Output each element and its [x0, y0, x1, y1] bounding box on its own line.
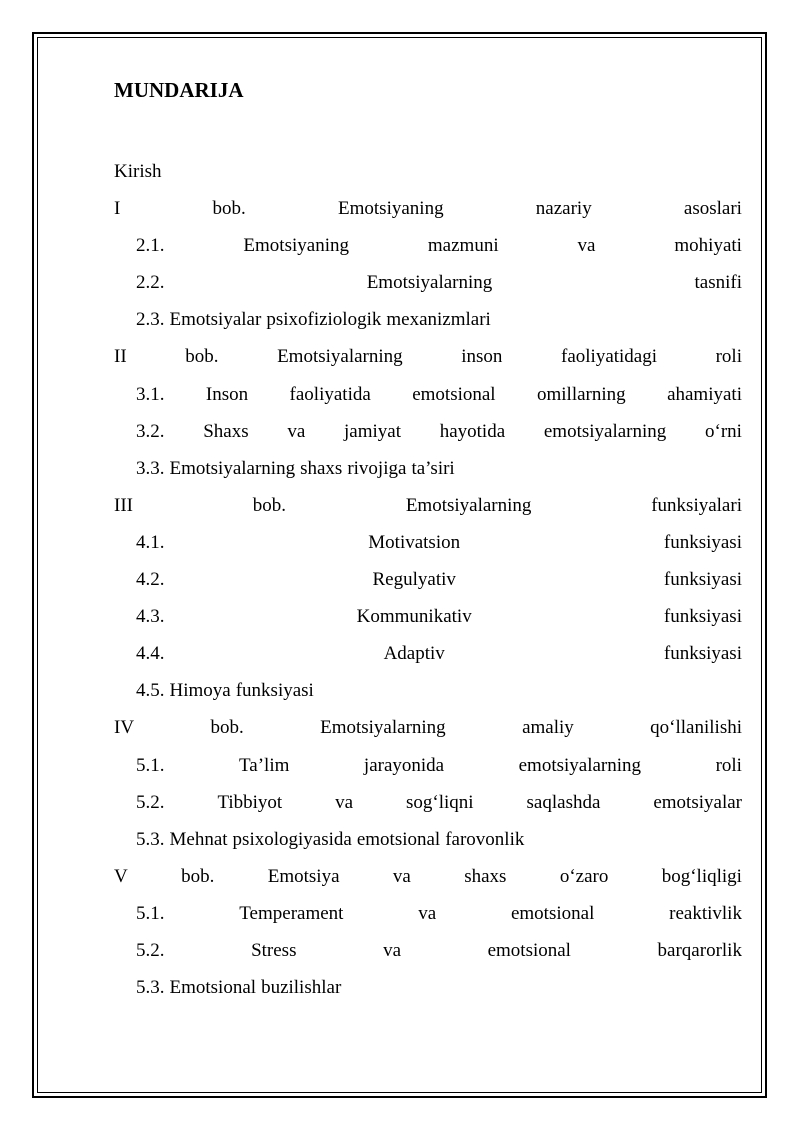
toc-subsection-entry — [114, 789, 742, 826]
toc-word: 3.2. — [136, 420, 165, 442]
toc-word: Regulyativ — [372, 569, 456, 591]
toc-word: bob. — [181, 865, 215, 887]
toc-word: jarayonida — [363, 754, 445, 776]
toc-subsection-entry — [114, 974, 742, 1011]
toc-word: shaxs — [300, 457, 343, 479]
toc-word: faoliyatidagi — [561, 346, 658, 368]
toc-word: 5.2. — [136, 939, 165, 961]
toc-word: Emotsiyalarning — [169, 457, 296, 479]
toc-word: Motivatsion — [368, 531, 461, 553]
toc-subsection-entry — [114, 900, 742, 937]
toc-word: buzilishlar — [261, 977, 342, 999]
toc-word: 5.3. — [136, 977, 165, 999]
toc-subsection-entry — [114, 677, 742, 714]
toc-word: Emotsiyalarning — [405, 494, 532, 516]
toc-word: Mehnat — [169, 828, 228, 850]
toc-subsection-entry — [114, 603, 742, 640]
toc-word: reaktivlik — [669, 902, 742, 924]
toc-word: qo‘llanilishi — [650, 717, 742, 739]
toc-word: funksiyasi — [663, 531, 742, 553]
toc-word: mexanizmlari — [386, 309, 491, 331]
toc-word: va — [335, 791, 354, 813]
toc-word: saqlashda — [526, 791, 601, 813]
toc-word: emotsional — [412, 383, 496, 405]
toc-word: Adaptiv — [383, 643, 445, 665]
toc-word: 5.2. — [136, 791, 165, 813]
toc-word: Emotsiyaning — [243, 235, 349, 257]
toc-word: Kommunikativ — [356, 606, 472, 628]
toc-word: bog‘liqligi — [661, 865, 742, 887]
toc-word: III — [114, 494, 133, 516]
toc-subsection-entry — [114, 455, 742, 492]
toc-word: funksiyasi — [663, 606, 742, 628]
toc-chapter-entry — [114, 714, 742, 751]
toc-subsection-entry — [114, 306, 742, 343]
toc-word: funksiyasi — [663, 569, 742, 591]
toc-word: bob. — [212, 198, 246, 220]
toc-word: psixofiziologik — [266, 309, 382, 331]
toc-word: psixologiyasida — [232, 828, 352, 850]
toc-word: nazariy — [535, 198, 592, 220]
toc-word: va — [418, 902, 437, 924]
toc-word: 4.4. — [136, 643, 165, 665]
toc-word: bob. — [210, 717, 244, 739]
toc-word: mazmuni — [427, 235, 499, 257]
toc-word: inson — [461, 346, 503, 368]
toc-subsection-entry — [114, 418, 742, 455]
toc-word: funksiyasi — [235, 680, 314, 702]
toc-word: Emotsiya — [267, 865, 340, 887]
toc-word: Stress — [251, 939, 297, 961]
toc-word: 5.1. — [136, 902, 165, 924]
toc-word: omillarning — [537, 383, 626, 405]
toc-word: faoliyatida — [289, 383, 371, 405]
toc-chapter-entry — [114, 158, 742, 195]
toc-word: farovonlik — [445, 828, 525, 850]
toc-word: bob. — [185, 346, 219, 368]
toc-chapter-entry — [114, 343, 742, 380]
toc-word: emotsional — [510, 902, 595, 924]
toc-word: emotsiyalar — [653, 791, 742, 813]
toc-word: hayotida — [439, 420, 506, 442]
toc-word: emotsiyalarning — [518, 754, 642, 776]
toc-word: 2.1. — [136, 235, 165, 257]
toc-word: V — [114, 865, 128, 887]
toc-word: Inson — [205, 383, 249, 405]
toc-word: emotsiyalarning — [543, 420, 667, 442]
table-of-contents — [114, 158, 742, 1011]
toc-word: ahamiyati — [667, 383, 742, 405]
toc-subsection-entry — [114, 232, 742, 269]
toc-word: Emotsional — [169, 977, 257, 999]
toc-word: 3.1. — [136, 383, 165, 405]
toc-subsection-entry — [114, 826, 742, 863]
toc-word: roli — [715, 346, 742, 368]
toc-word: I — [114, 198, 121, 220]
toc-word: Shaxs — [203, 420, 249, 442]
toc-subsection-entry — [114, 529, 742, 566]
toc-subsection-entry — [114, 640, 742, 677]
toc-word: barqarorlik — [657, 939, 742, 961]
toc-word: ta’siri — [411, 457, 455, 479]
toc-word: rivojiga — [347, 457, 407, 479]
toc-word: 4.3. — [136, 606, 165, 628]
toc-word: Himoya — [169, 680, 231, 702]
toc-subsection-entry — [114, 566, 742, 603]
toc-word: Emotsiyaning — [338, 198, 444, 220]
toc-word: Tibbiyot — [217, 791, 283, 813]
toc-word: 5.3. — [136, 828, 165, 850]
toc-subsection-entry — [114, 381, 742, 418]
toc-word: asoslari — [683, 198, 742, 220]
toc-word: funksiyasi — [663, 643, 742, 665]
toc-word: Emotsiyalar — [169, 309, 262, 331]
toc-word: va — [383, 939, 401, 961]
toc-word: II — [114, 346, 127, 368]
toc-subsection-entry — [114, 752, 742, 789]
toc-word: va — [577, 235, 596, 257]
toc-chapter-entry — [114, 863, 742, 900]
toc-word: 2.2. — [136, 272, 165, 294]
toc-word: Temperament — [239, 902, 344, 924]
toc-word: funksiyalari — [651, 494, 742, 516]
toc-word: 4.1. — [136, 531, 165, 553]
toc-word: sog‘liqni — [406, 791, 474, 813]
toc-word: 5.1. — [136, 754, 165, 776]
toc-word: Emotsiyalarning — [277, 346, 403, 368]
toc-word: Emotsiyalarning — [320, 717, 446, 739]
toc-subsection-entry — [114, 937, 742, 974]
document-title: MUNDARIJA — [114, 78, 244, 102]
toc-word: bob. — [252, 494, 287, 516]
toc-word: jamiyat — [344, 420, 401, 442]
toc-word: Kirish — [114, 161, 162, 182]
toc-word: o‘rni — [705, 420, 742, 442]
toc-word: va — [287, 420, 306, 442]
toc-subsection-entry — [114, 269, 742, 306]
toc-word: 4.2. — [136, 569, 165, 591]
toc-word: Ta’lim — [239, 754, 290, 776]
toc-chapter-entry — [114, 195, 742, 232]
toc-word: roli — [715, 754, 742, 776]
toc-word: mohiyati — [674, 235, 742, 257]
toc-word: va — [392, 865, 411, 887]
toc-word: Emotsiyalarning — [366, 272, 493, 294]
toc-word: 4.5. — [136, 680, 165, 702]
toc-word: amaliy — [522, 717, 574, 739]
toc-word: emotsional — [487, 939, 571, 961]
toc-chapter-entry — [114, 492, 742, 529]
toc-word: 3.3. — [136, 457, 165, 479]
toc-word: emotsional — [356, 828, 441, 850]
toc-word: o‘zaro — [559, 865, 609, 887]
toc-word: IV — [114, 717, 135, 739]
toc-word: shaxs — [464, 865, 507, 887]
toc-word: 2.3. — [136, 309, 165, 331]
toc-word: tasnifi — [694, 272, 742, 294]
